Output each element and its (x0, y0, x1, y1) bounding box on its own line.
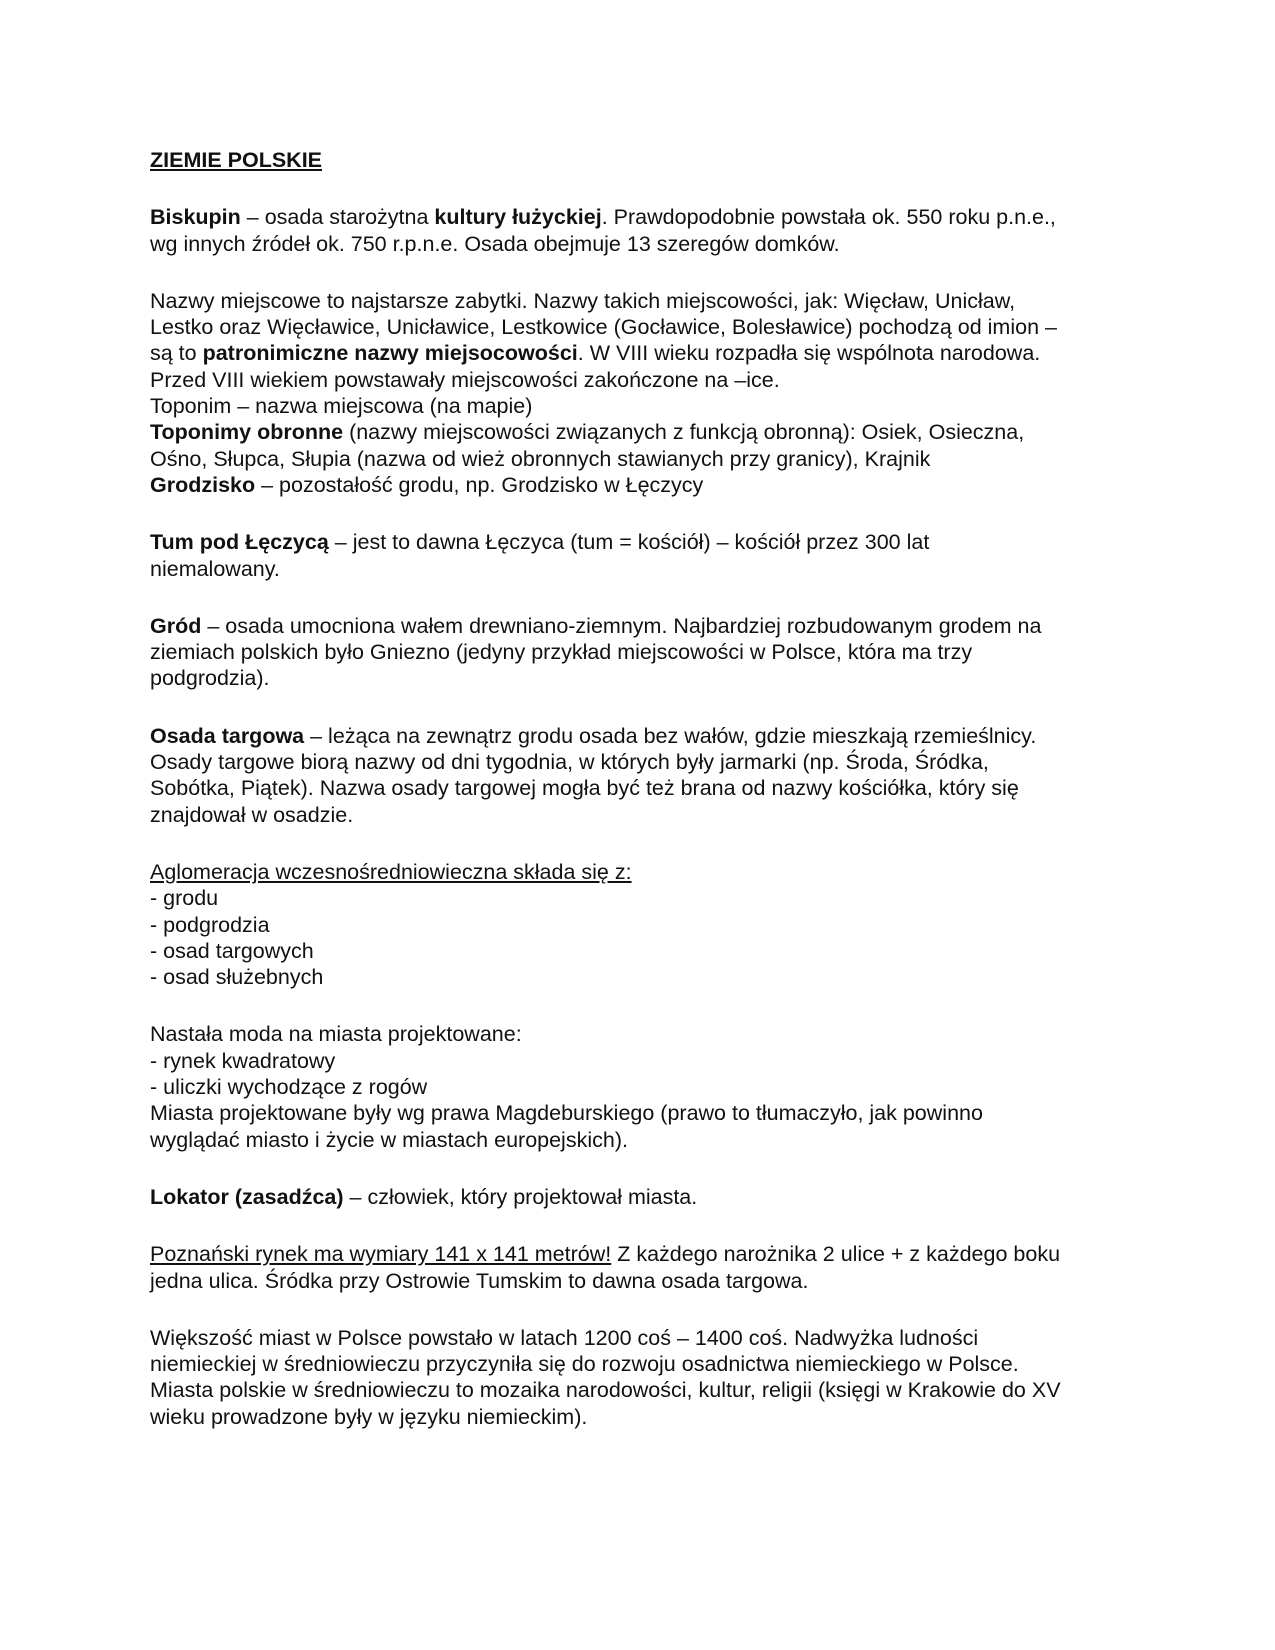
term-tum: Tum pod Łęczycą (150, 530, 329, 555)
term-toponimy: Toponimy obronne (150, 420, 344, 445)
paragraph-poznan: Poznański rynek ma wymiary 141 x 141 metrów! Z każdego narożnika 2 ulice + z każdego boku jedna ulica. Śródka przy Ostrowie Tumskim to dawna osada targowa. (150, 1242, 1061, 1293)
paragraph-osada-targowa: Osada targowa – leżąca na zewnątrz grodu osada bez wałów, gdzie mieszkają rzemieślnicy. Osady targowe biorą nazwy od dni tygodnia, w których były jarmarki (np. Środa, Śródka, Sobótka, Piątek). Nazwa osady targowej mogła być też brana od nazwy kościółka, który się znajdował w osadzie. (150, 723, 1037, 827)
poznan-underlined: Poznański rynek ma wymiary 141 x 141 metrów! (150, 1242, 612, 1267)
term-osada-targowa: Osada targowa (150, 723, 305, 748)
paragraph-moda: Nastała moda na miasta projektowane: - rynek kwadratowy - uliczki wychodzące z rogów Miasta projektowane były wg prawa Magdeburskiego (prawo to tłumaczyło, jak powinno wyglądać miasto i życie w miastach europejskich). (150, 1021, 1140, 1152)
term-grod: Gród (150, 613, 202, 638)
term-lokator: Lokator (zasadźca) (150, 1184, 344, 1209)
list-item: - podgrodzia (150, 912, 270, 937)
term-grodzisko: Grodzisko (150, 472, 256, 497)
paragraph-biskupin: Biskupin – osada starożytna kultury łużyckiej. Prawdopodobnie powstała ok. 550 roku p.n.e., wg innych źródeł ok. 750 r.p.n.e. Osada obejmuje 13 szeregów domków. (150, 205, 1056, 256)
list-item: - osad targowych (150, 938, 314, 963)
list-item: - rynek kwadratowy (150, 1048, 336, 1073)
list-item: - grodu (150, 886, 219, 911)
paragraph-nazwy: Nazwy miejscowe to najstarsze zabytki. Nazwy takich miejscowości, jak: Więcław, Unicław, Lestko oraz Więcławice, Unicławice, Lestkowice (Gocławice, Bolesławice) pochodzą od imion – są to patronimiczne nazwy miejsocowości. W VIII wieku rozpadła się wspólnota narodowa. Przed VIII wiekiem powstawały miejscowości zakończone na –ice. Toponim – nazwa miejscowa (na mapie) Toponimy obronne (nazwy miejscowości związanych z funkcją obronną): Osiek, Osieczna, Ośno, Słupca, Słupia (nazwa od wież obronnych stawianych przy granicy), Krajnik Grodzisko – pozostałość grodu, np. Grodzisko w Łęczycy (150, 288, 1057, 497)
paragraph-aglomeracja (150, 859, 1140, 990)
paragraph-tum: Tum pod Łęczycą – jest to dawna Łęczyca (tum = kościół) – kościół przez 300 lat niemalowany. (150, 530, 930, 581)
list-item: - osad służebnych (150, 965, 324, 990)
term-biskupin: Biskupin (150, 205, 241, 230)
document-page (150, 147, 1140, 1430)
document-title: ZIEMIE POLSKIE (150, 148, 323, 172)
paragraph-lokator: Lokator (zasadźca) – człowiek, który projektował miasta. (150, 1184, 698, 1209)
paragraph-wiekszosc: Większość miast w Polsce powstało w latach 1200 coś – 1400 coś. Nadwyżka ludności niemieckiej w średniowieczu przyczyniła się do rozwoju osadnictwa niemieckiego w Polsce. Miasta polskie w średniowieczu to mozaika narodowości, kultur, religii (księgi w Krakowie do XV wieku prowadzone były w języku niemieckim). (150, 1325, 1061, 1429)
aglomeracja-heading: Aglomeracja wczesnośredniowieczna składa się z: (150, 859, 632, 884)
paragraph-grod: Gród – osada umocniona wałem drewniano-ziemnym. Najbardziej rozbudowanym grodem na ziemiach polskich było Gniezno (jedyny przykład miejscowości w Polsce, która ma trzy podgrodzia). (150, 613, 1042, 691)
list-item: - uliczki wychodzące z rogów (150, 1075, 428, 1100)
